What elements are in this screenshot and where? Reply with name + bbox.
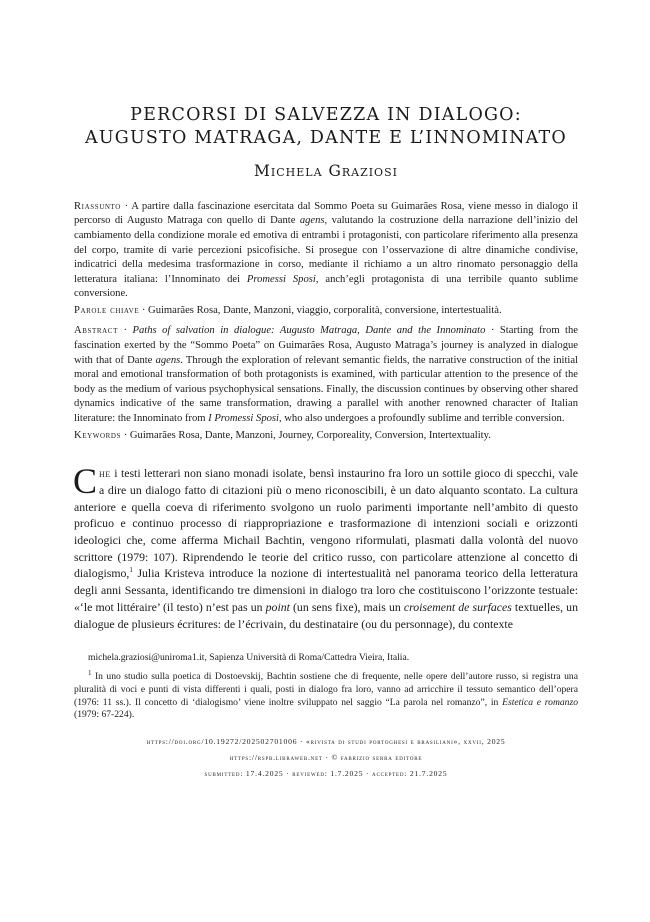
doi-line[interactable]: https://doi.org/10.19272/202502701006 · «rivista di studi portoghesi e brasiliani», xxvii, 2025: [146, 737, 506, 747]
riassunto-paragraph: Riassunto · A partire dalla fascinazione esercitata dal Sommo Poeta su Guimarães Rosa, viene messo in dialogo il percorso di Augusto Matraga con quello di Dante agens, valutando la costruzione della narrazione dell’inizio del cambiamento della condizione morale ed emotiva di entrambi i protagonisti, con particolare riferimento alla presenza del corpo, tramite di varie percezioni psicofisiche. Si prosegue con l’osservazione di altre dinamiche condivise, indicatrici della medesima trasformazione in corso, mediante il richiamo a un altro rinomato personaggio della letteratura italiana: l’Innominato dei Promessi Sposi, anch’egli protagonista di una terribile quanto sublime conversione.: [74, 200, 578, 300]
footnotes: [74, 652, 578, 722]
parole-chiave-paragraph: Parole chiave · Guimarães Rosa, Dante, Manzoni, viaggio, corporalità, conversione, intertestualità.: [74, 304, 502, 316]
author-name: Michela Graziosi: [254, 161, 398, 180]
body-text: [73, 461, 578, 632]
body-paragraph: Che i testi letterari non siano monadi isolate, bensì instaurino fra loro un sottile gioco di specchi, vale a dire un dialogo fatto di citazioni più o meno riconoscibili, è un dato alquanto scontato. La cultura anteriore e quella coeva di riferimento svolgono un ruolo parimenti importante nell’ambito di questo proficuo e continuo processo di riappropriazione e trasformazione di intenzioni sociali e orizzonti ideologici che, come afferma Michail Bachtin, vengono riformulati, plasmati dalla volontà del nuovo scrittore (1979: 107). Riprendendo le teorie del critico russo, con particolare attenzione al concetto di dialogismo,$^1$ Julia Kristeva introduce la nozione di intertestualità nel panorama teorico della letteratura degli anni Sessanta, identificando tre dimensioni in dialogo tra loro che costituiscono l’orizzonte testuale: «‘le mot littéraire’ (il testo) n’est pas un point (un sens fixe), mais un croisement de surfaces textuelles, un dialogue de plusieurs écritures: de l’écrivain, du destinataire (ou du personnage), du contexte: [73, 461, 578, 631]
footnote-1: $^1$ In uno studio sulla poetica di Dostoevskij, Bachtin sostiene che di frequente, nelle opere dell’autore russo, si registra una pluralità di voci e punti di vista differenti i quali, posti in dialogo fra loro, vanno ad arricchire il tessuto semantico dell’opera (1976: 11 ss.). Il concetto di ‘dialogismo’ viene inoltre sviluppato nel saggio “La parola nel romanzo”, in Estetica e romanzo (1979: 67-224).: [74, 668, 578, 721]
title-line-2: AUGUSTO MATRAGA, DANTE E L’INNOMINATO: [85, 128, 567, 148]
parole-chiave-label: Parole chiave: [74, 304, 140, 316]
keywords-label: Keywords: [74, 429, 122, 441]
article-page: [74, 0, 578, 782]
english-title: Paths of salvation in dialogue: Augusto Matraga, Dante and the Innominato: [132, 325, 486, 337]
author-affiliation: michela.graziosi@uniroma1.it, Sapienza Università di Roma/Cattedra Vieira, Italia.: [88, 652, 410, 664]
drop-cap: C: [73, 461, 98, 502]
title-line-1: PERCORSI DI SALVEZZA IN DIALOGO:: [130, 105, 522, 125]
website-line[interactable]: https://rspb.libraweb.net · © fabrizio serra editore: [229, 753, 423, 763]
footnote-ref-1[interactable]: 1: [129, 566, 133, 575]
abstract-paragraph: Abstract · Paths of salvation in dialogue: Augusto Matraga, Dante and the Innominato · Starting from the fascination exerted by the “Sommo Poeta” on Guimarães Rosa, Augusto Matraga’s journey is analyzed in dialogue with that of Dante agens. Through the exploration of relevant semantic fields, the narrative construction of the initial moral and emotional transformation of both protagonists is examined, with particular attention to the presence of the body as the medium of various psychophysical sensations. Finally, the discussion continues by observing other shared dynamics indicative of the same transformation, drawing a parallel with another renowned character of Italian literature: the Innominato from I Promessi Sposi, who also undergoes a profoundly sublime and terrible conversion.: [74, 325, 578, 425]
dates-line: submitted: 17.4.2025 · reviewed: 1.7.2025 · accepted: 21.7.2025: [204, 769, 448, 779]
abstract-label: Abstract: [74, 325, 118, 337]
publication-metadata: [74, 734, 578, 782]
article-title: [74, 104, 578, 150]
abstract-section: [74, 200, 578, 444]
keywords-paragraph: Keywords · Guimarães Rosa, Dante, Manzoni, Journey, Corporeality, Conversion, Intertextuality.: [74, 429, 491, 441]
riassunto-label: Riassunto: [74, 200, 121, 212]
